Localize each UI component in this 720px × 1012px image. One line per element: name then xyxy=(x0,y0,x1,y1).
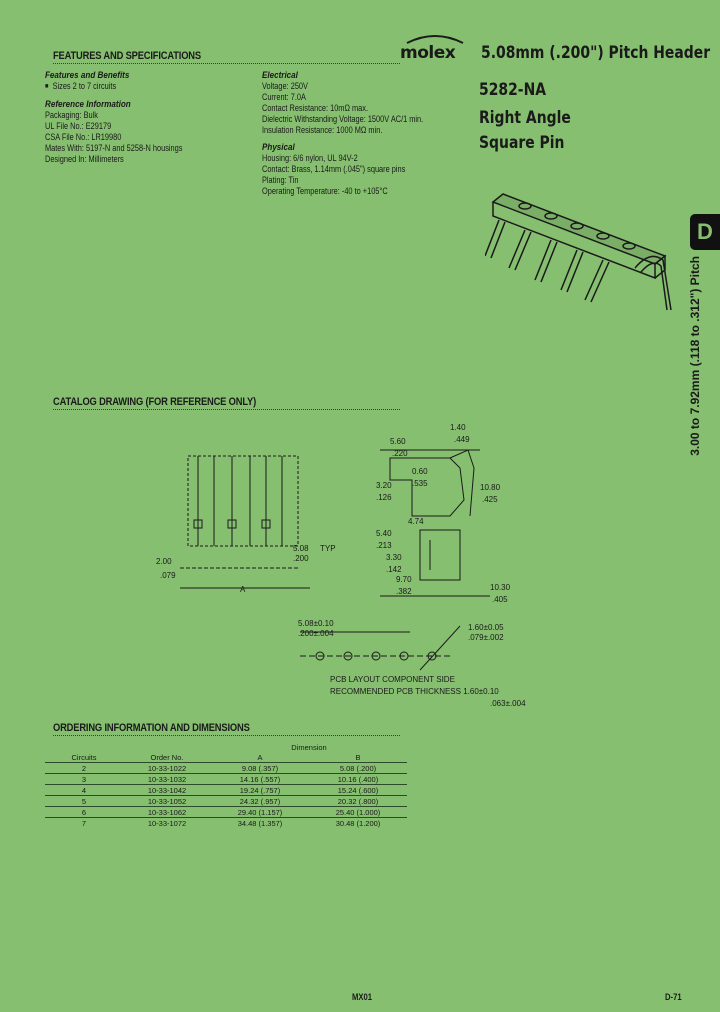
electrical-heading: Electrical xyxy=(262,70,298,81)
dim-s10: 10.30 xyxy=(490,583,511,592)
dim-s3: 3.20 xyxy=(376,481,392,490)
footer-code: MX01 xyxy=(352,992,372,1002)
cell-circuits: 6 xyxy=(45,807,123,818)
cell-dim-a: 29.40 (1.157) xyxy=(211,807,309,818)
table-row xyxy=(45,774,407,785)
dim-pitch-in: .200 xyxy=(293,554,309,563)
col-header-dimension: Dimension xyxy=(291,742,327,752)
section-tab-d: D xyxy=(690,214,720,250)
cell-order-no: 10-33-1072 xyxy=(123,818,211,829)
reference-line: CSA File No.: LR19980 xyxy=(45,132,122,142)
dim-s4: 0.60 xyxy=(412,467,428,476)
dim-s10b: .405 xyxy=(492,595,508,604)
features-heading: Features and Benefits xyxy=(45,70,130,81)
cell-order-no: 10-33-1052 xyxy=(123,796,211,807)
features-block xyxy=(45,70,213,165)
dim-s2b: .449 xyxy=(454,435,470,444)
cell-order-no: 10-33-1022 xyxy=(123,763,211,774)
dim-s9: 9.70 xyxy=(396,575,412,584)
dim-a: A xyxy=(240,585,246,594)
cell-dim-a: 34.48 (1.357) xyxy=(211,818,309,829)
side-pitch-label: 3.00 to 7.92mm (.118 to .312") Pitch xyxy=(688,256,702,456)
dim-s1b: .220 xyxy=(392,449,408,458)
pcb-thickness-note: RECOMMENDED PCB THICKNESS 1.60±0.10 xyxy=(330,687,499,696)
dim-p2: 1.60±0.05 xyxy=(468,623,504,632)
catalog-drawing xyxy=(150,420,530,720)
electrical-line: Insulation Resistance: 1000 MΩ min. xyxy=(262,125,383,135)
cell-circuits: 7 xyxy=(45,818,123,829)
ordering-table xyxy=(45,742,407,828)
section-rule xyxy=(53,63,400,64)
reference-line: Mates With: 5197-N and 5258-N housings xyxy=(45,143,183,153)
col-header-spacer xyxy=(123,742,211,752)
cell-dim-b: 15.24 (.600) xyxy=(309,785,407,796)
cell-dim-b: 20.32 (.800) xyxy=(309,796,407,807)
descriptor-square-pin: Square Pin xyxy=(479,133,565,153)
dim-s5b: .425 xyxy=(482,495,498,504)
section-rule xyxy=(53,735,400,736)
dim-s7: 5.40 xyxy=(376,529,392,538)
electrical-line: Contact Resistance: 10mΩ max. xyxy=(262,103,369,113)
dim-offset-in: .079 xyxy=(160,571,176,580)
table-row xyxy=(45,807,407,818)
table-row xyxy=(45,818,407,829)
table-row xyxy=(45,796,407,807)
dim-p1: 5.08±0.10 xyxy=(298,619,334,628)
dim-s9b: .382 xyxy=(396,587,412,596)
physical-line: Operating Temperature: -40 to +105°C xyxy=(262,186,388,196)
cell-circuits: 4 xyxy=(45,785,123,796)
section-rule xyxy=(53,409,400,410)
dim-typ: TYP xyxy=(320,544,336,553)
table-row xyxy=(45,785,407,796)
cell-dim-a: 19.24 (.757) xyxy=(211,785,309,796)
physical-line: Contact: Brass, 1.14mm (.045") square pins xyxy=(262,164,406,174)
dim-p2b: .079±.002 xyxy=(468,633,504,642)
physical-heading: Physical xyxy=(262,142,295,153)
cell-order-no: 10-33-1042 xyxy=(123,785,211,796)
cell-dim-b: 30.48 (1.200) xyxy=(309,818,407,829)
dim-s4b: .535 xyxy=(412,479,428,488)
dim-pitch: 5.08 xyxy=(293,544,309,553)
electrical-line: Dielectric Withstanding Voltage: 1500V AC/1 min. xyxy=(262,114,424,124)
electrical-line: Voltage: 250V xyxy=(262,81,308,91)
section-title-drawing: CATALOG DRAWING (FOR REFERENCE ONLY) xyxy=(53,396,257,408)
cell-dim-b: 10.16 (.400) xyxy=(309,774,407,785)
descriptor-right-angle: Right Angle xyxy=(479,108,571,128)
reference-line: Designed In: Millimeters xyxy=(45,154,124,164)
col-header-circuits: Circuits xyxy=(71,752,97,762)
dim-s8b: .142 xyxy=(386,565,402,574)
specs-block xyxy=(262,70,459,197)
header-product-image xyxy=(485,160,685,325)
reference-line: Packaging: Bulk xyxy=(45,110,98,120)
cell-order-no: 10-33-1062 xyxy=(123,807,211,818)
reference-heading: Reference Information xyxy=(45,99,131,110)
cell-order-no: 10-33-1032 xyxy=(123,774,211,785)
col-header-spacer xyxy=(45,742,123,752)
electrical-line: Current: 7.0A xyxy=(262,92,306,102)
part-series: 5282-NA xyxy=(479,80,547,100)
cell-circuits: 5 xyxy=(45,796,123,807)
pcb-layout-note: PCB LAYOUT COMPONENT SIDE xyxy=(330,675,455,684)
dim-s3b: .126 xyxy=(376,493,392,502)
product-line-title: 5.08mm (.200") Pitch Header xyxy=(481,43,711,63)
dim-s6: 4.74 xyxy=(408,517,424,526)
dim-s2: 1.40 xyxy=(450,423,466,432)
cell-dim-a: 14.16 (.557) xyxy=(211,774,309,785)
molex-logo: molex xyxy=(400,43,456,63)
physical-line: Housing: 6/6 nylon, UL 94V-2 xyxy=(262,153,358,163)
footer-page-number: D-71 xyxy=(665,992,682,1002)
col-header-order: Order No. xyxy=(150,752,184,762)
cell-circuits: 2 xyxy=(45,763,123,774)
dim-s8: 3.30 xyxy=(386,553,402,562)
physical-line: Plating: Tin xyxy=(262,175,299,185)
dim-p1b: .200±.004 xyxy=(298,629,334,638)
table-row xyxy=(45,763,407,774)
features-item: ■ Sizes 2 to 7 circuits xyxy=(45,81,182,93)
pcb-thickness-in: .063±.004 xyxy=(490,699,526,708)
col-header-b: B xyxy=(355,752,361,762)
cell-dim-a: 24.32 (.957) xyxy=(211,796,309,807)
dim-s7b: .213 xyxy=(376,541,392,550)
cell-dim-b: 5.08 (.200) xyxy=(309,763,407,774)
section-title-ordering: ORDERING INFORMATION AND DIMENSIONS xyxy=(53,722,250,734)
dim-s1: 5.60 xyxy=(390,437,406,446)
reference-line: UL File No.: E29179 xyxy=(45,121,112,131)
dim-offset: 2.00 xyxy=(156,557,172,566)
section-title-features: FEATURES AND SPECIFICATIONS xyxy=(53,50,201,62)
cell-dim-a: 9.08 (.357) xyxy=(211,763,309,774)
col-header-a: A xyxy=(257,752,263,762)
cell-circuits: 3 xyxy=(45,774,123,785)
dim-s5: 10.80 xyxy=(480,483,501,492)
logo-arc-icon xyxy=(403,33,467,63)
ordering-table-wrap xyxy=(45,742,407,828)
cell-dim-b: 25.40 (1.000) xyxy=(309,807,407,818)
